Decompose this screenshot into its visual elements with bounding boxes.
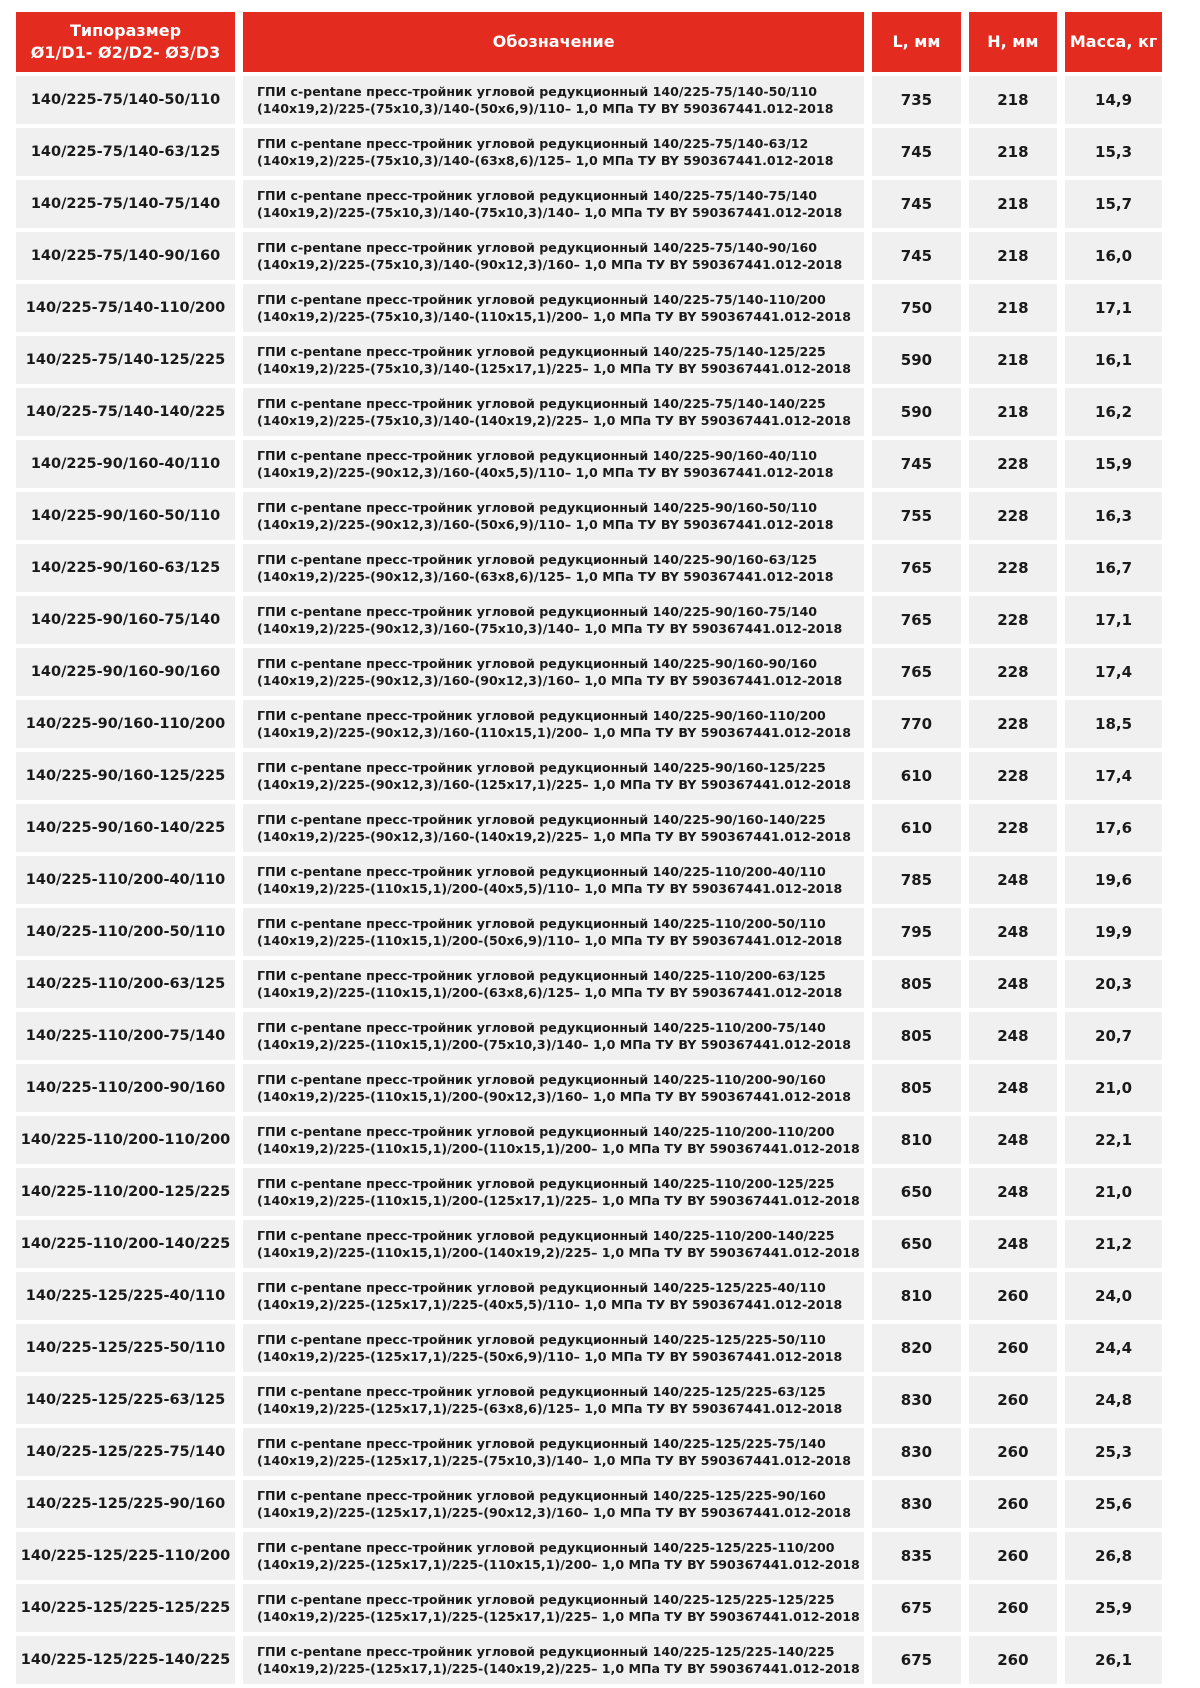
table-row — [16, 1636, 1162, 1684]
designation-line1: ГПИ c-pentane пресс-тройник угловой редукционный 140/225-75/140-110/200 — [257, 292, 826, 307]
cell-height: 248 — [969, 1116, 1057, 1164]
designation-line1: ГПИ c-pentane пресс-тройник угловой редукционный 140/225-90/160-90/160 — [257, 656, 818, 671]
cell-designation — [243, 1012, 864, 1060]
cell-size: 140/225-75/140-140/225 — [16, 388, 235, 436]
table-row — [16, 752, 1162, 800]
cell-size: 140/225-75/140-110/200 — [16, 284, 235, 332]
cell-designation — [243, 440, 864, 488]
cell-size: 140/225-110/200-50/110 — [16, 908, 235, 956]
cell-length: 765 — [872, 648, 960, 696]
table-row — [16, 128, 1162, 176]
table-row — [16, 1324, 1162, 1372]
cell-length: 610 — [872, 752, 960, 800]
cell-length: 745 — [872, 128, 960, 176]
cell-size: 140/225-75/140-90/160 — [16, 232, 235, 280]
cell-height: 228 — [969, 440, 1057, 488]
cell-mass: 26,1 — [1065, 1636, 1162, 1684]
cell-height: 260 — [969, 1324, 1057, 1372]
designation-line1: ГПИ c-pentane пресс-тройник угловой редукционный 140/225-125/225-125/225 — [257, 1592, 835, 1607]
designation-line2: (140х19,2)/225-(75х10,3)/140-(50х6,9)/110– 1,0 МПа ТУ BY 590367441.012-2018 — [257, 101, 834, 116]
cell-designation — [243, 1272, 864, 1320]
designation-line2: (140х19,2)/225-(125х17,1)/225-(75х10,3)/140– 1,0 МПа ТУ BY 590367441.012-2018 — [257, 1453, 851, 1468]
cell-height: 228 — [969, 752, 1057, 800]
cell-length: 750 — [872, 284, 960, 332]
cell-length: 675 — [872, 1584, 960, 1632]
cell-length: 830 — [872, 1376, 960, 1424]
cell-length: 755 — [872, 492, 960, 540]
designation-line2: (140х19,2)/225-(110х15,1)/200-(75х10,3)/140– 1,0 МПа ТУ BY 590367441.012-2018 — [257, 1037, 851, 1052]
designation-line2: (140х19,2)/225-(90х12,3)/160-(140х19,2)/225– 1,0 МПа ТУ BY 590367441.012-2018 — [257, 829, 851, 844]
cell-size: 140/225-110/200-110/200 — [16, 1116, 235, 1164]
cell-height: 260 — [969, 1428, 1057, 1476]
cell-size: 140/225-125/225-110/200 — [16, 1532, 235, 1580]
table-row — [16, 1584, 1162, 1632]
cell-length: 810 — [872, 1272, 960, 1320]
cell-length: 835 — [872, 1532, 960, 1580]
cell-designation — [243, 492, 864, 540]
cell-designation — [243, 1584, 864, 1632]
cell-designation — [243, 1532, 864, 1580]
designation-line2: (140х19,2)/225-(90х12,3)/160-(75х10,3)/140– 1,0 МПа ТУ BY 590367441.012-2018 — [257, 621, 843, 636]
designation-line2: (140х19,2)/225-(75х10,3)/140-(110х15,1)/200– 1,0 МПа ТУ BY 590367441.012-2018 — [257, 309, 851, 324]
cell-length: 675 — [872, 1636, 960, 1684]
table-row — [16, 1116, 1162, 1164]
designation-line1: ГПИ c-pentane пресс-тройник угловой редукционный 140/225-110/200-125/225 — [257, 1176, 835, 1191]
cell-height: 218 — [969, 284, 1057, 332]
cell-height: 228 — [969, 492, 1057, 540]
cell-mass: 17,4 — [1065, 752, 1162, 800]
cell-size: 140/225-125/225-140/225 — [16, 1636, 235, 1684]
cell-mass: 16,7 — [1065, 544, 1162, 592]
cell-mass: 16,2 — [1065, 388, 1162, 436]
table-row — [16, 960, 1162, 1008]
cell-designation — [243, 336, 864, 384]
cell-size: 140/225-90/160-125/225 — [16, 752, 235, 800]
cell-height: 218 — [969, 76, 1057, 124]
cell-size: 140/225-75/140-125/225 — [16, 336, 235, 384]
table-row — [16, 648, 1162, 696]
table-row — [16, 1376, 1162, 1424]
cell-height: 260 — [969, 1532, 1057, 1580]
cell-height: 260 — [969, 1584, 1057, 1632]
cell-size: 140/225-90/160-63/125 — [16, 544, 235, 592]
cell-length: 785 — [872, 856, 960, 904]
column-header-length: L, мм — [872, 12, 960, 72]
cell-height: 260 — [969, 1636, 1057, 1684]
table-row — [16, 388, 1162, 436]
spec-table-container — [16, 12, 1162, 1684]
cell-height: 248 — [969, 960, 1057, 1008]
cell-designation — [243, 76, 864, 124]
table-row — [16, 492, 1162, 540]
cell-height: 260 — [969, 1480, 1057, 1528]
table-row — [16, 1064, 1162, 1112]
cell-size: 140/225-90/160-140/225 — [16, 804, 235, 852]
designation-line2: (140х19,2)/225-(90х12,3)/160-(110х15,1)/200– 1,0 МПа ТУ BY 590367441.012-2018 — [257, 725, 851, 740]
cell-height: 228 — [969, 596, 1057, 644]
cell-mass: 19,6 — [1065, 856, 1162, 904]
column-header-height: H, мм — [969, 12, 1057, 72]
designation-line2: (140х19,2)/225-(125х17,1)/225-(140х19,2)/225– 1,0 МПа ТУ BY 590367441.012-2018 — [257, 1661, 860, 1676]
cell-size: 140/225-110/200-75/140 — [16, 1012, 235, 1060]
cell-length: 745 — [872, 180, 960, 228]
cell-size: 140/225-125/225-125/225 — [16, 1584, 235, 1632]
designation-line1: ГПИ c-pentane пресс-тройник угловой редукционный 140/225-110/200-90/160 — [257, 1072, 826, 1087]
table-row — [16, 700, 1162, 748]
designation-line1: ГПИ c-pentane пресс-тройник угловой редукционный 140/225-125/225-140/225 — [257, 1644, 835, 1659]
cell-length: 650 — [872, 1168, 960, 1216]
designation-line1: ГПИ c-pentane пресс-тройник угловой редукционный 140/225-110/200-110/200 — [257, 1124, 835, 1139]
designation-line2: (140х19,2)/225-(110х15,1)/200-(40х5,5)/110– 1,0 МПа ТУ BY 590367441.012-2018 — [257, 881, 843, 896]
designation-line2: (140х19,2)/225-(110х15,1)/200-(110х15,1)/200– 1,0 МПа ТУ BY 590367441.012-2018 — [257, 1141, 860, 1156]
designation-line1: ГПИ c-pentane пресс-тройник угловой редукционный 140/225-110/200-63/125 — [257, 968, 826, 983]
cell-designation — [243, 700, 864, 748]
cell-designation — [243, 908, 864, 956]
table-row — [16, 804, 1162, 852]
cell-mass: 16,0 — [1065, 232, 1162, 280]
designation-line2: (140х19,2)/225-(125х17,1)/225-(125х17,1)/225– 1,0 МПа ТУ BY 590367441.012-2018 — [257, 1609, 860, 1624]
cell-size: 140/225-110/200-63/125 — [16, 960, 235, 1008]
designation-line1: ГПИ c-pentane пресс-тройник угловой редукционный 140/225-125/225-75/140 — [257, 1436, 826, 1451]
cell-length: 830 — [872, 1428, 960, 1476]
cell-height: 218 — [969, 128, 1057, 176]
cell-mass: 21,2 — [1065, 1220, 1162, 1268]
cell-mass: 26,8 — [1065, 1532, 1162, 1580]
cell-height: 248 — [969, 1064, 1057, 1112]
cell-mass: 20,7 — [1065, 1012, 1162, 1060]
column-header-size — [16, 12, 235, 72]
cell-length: 590 — [872, 336, 960, 384]
cell-length: 745 — [872, 440, 960, 488]
cell-mass: 21,0 — [1065, 1168, 1162, 1216]
cell-length: 770 — [872, 700, 960, 748]
designation-line1: ГПИ c-pentane пресс-тройник угловой редукционный 140/225-110/200-40/110 — [257, 864, 826, 879]
cell-mass: 15,7 — [1065, 180, 1162, 228]
cell-height: 218 — [969, 336, 1057, 384]
cell-mass: 16,1 — [1065, 336, 1162, 384]
table-row — [16, 232, 1162, 280]
cell-length: 805 — [872, 1012, 960, 1060]
cell-mass: 25,6 — [1065, 1480, 1162, 1528]
table-row — [16, 1272, 1162, 1320]
cell-designation — [243, 752, 864, 800]
cell-size: 140/225-125/225-50/110 — [16, 1324, 235, 1372]
designation-line1: ГПИ c-pentane пресс-тройник угловой редукционный 140/225-110/200-50/110 — [257, 916, 826, 931]
designation-line2: (140х19,2)/225-(75х10,3)/140-(125х17,1)/225– 1,0 МПа ТУ BY 590367441.012-2018 — [257, 361, 851, 376]
cell-size: 140/225-90/160-40/110 — [16, 440, 235, 488]
designation-line1: ГПИ c-pentane пресс-тройник угловой редукционный 140/225-75/140-140/225 — [257, 396, 826, 411]
table-row — [16, 544, 1162, 592]
cell-length: 745 — [872, 232, 960, 280]
designation-line2: (140х19,2)/225-(90х12,3)/160-(125х17,1)/225– 1,0 МПа ТУ BY 590367441.012-2018 — [257, 777, 851, 792]
cell-size: 140/225-90/160-110/200 — [16, 700, 235, 748]
size-header-line1: Типоразмер — [69, 21, 182, 40]
cell-mass: 25,3 — [1065, 1428, 1162, 1476]
table-row — [16, 180, 1162, 228]
table-body — [16, 76, 1162, 1684]
designation-line2: (140х19,2)/225-(110х15,1)/200-(140х19,2)/225– 1,0 МПа ТУ BY 590367441.012-2018 — [257, 1245, 860, 1260]
designation-line1: ГПИ c-pentane пресс-тройник угловой редукционный 140/225-75/140-50/110 — [257, 84, 818, 99]
cell-designation — [243, 544, 864, 592]
designation-line2: (140х19,2)/225-(75х10,3)/140-(63х8,6)/125– 1,0 МПа ТУ BY 590367441.012-2018 — [257, 153, 834, 168]
designation-line1: ГПИ c-pentane пресс-тройник угловой редукционный 140/225-90/160-40/110 — [257, 448, 818, 463]
table-row — [16, 596, 1162, 644]
cell-height: 218 — [969, 180, 1057, 228]
cell-size: 140/225-90/160-90/160 — [16, 648, 235, 696]
cell-height: 248 — [969, 1168, 1057, 1216]
designation-line1: ГПИ c-pentane пресс-тройник угловой редукционный 140/225-90/160-140/225 — [257, 812, 826, 827]
designation-line1: ГПИ c-pentane пресс-тройник угловой редукционный 140/225-90/160-125/225 — [257, 760, 826, 775]
cell-height: 248 — [969, 1220, 1057, 1268]
designation-line2: (140х19,2)/225-(110х15,1)/200-(63х8,6)/125– 1,0 МПа ТУ BY 590367441.012-2018 — [257, 985, 843, 1000]
cell-size: 140/225-110/200-140/225 — [16, 1220, 235, 1268]
cell-length: 765 — [872, 596, 960, 644]
table-row — [16, 440, 1162, 488]
designation-line2: (140х19,2)/225-(90х12,3)/160-(90х12,3)/160– 1,0 МПа ТУ BY 590367441.012-2018 — [257, 673, 843, 688]
cell-length: 820 — [872, 1324, 960, 1372]
table-row — [16, 1012, 1162, 1060]
cell-mass: 17,1 — [1065, 284, 1162, 332]
cell-mass: 19,9 — [1065, 908, 1162, 956]
cell-designation — [243, 596, 864, 644]
designation-line2: (140х19,2)/225-(110х15,1)/200-(125х17,1)/225– 1,0 МПа ТУ BY 590367441.012-2018 — [257, 1193, 860, 1208]
cell-designation — [243, 1168, 864, 1216]
cell-height: 218 — [969, 388, 1057, 436]
designation-line1: ГПИ c-pentane пресс-тройник угловой редукционный 140/225-75/140-125/225 — [257, 344, 826, 359]
cell-mass: 15,9 — [1065, 440, 1162, 488]
cell-height: 260 — [969, 1376, 1057, 1424]
designation-line2: (140х19,2)/225-(75х10,3)/140-(90х12,3)/160– 1,0 МПа ТУ BY 590367441.012-2018 — [257, 257, 843, 272]
cell-size: 140/225-125/225-90/160 — [16, 1480, 235, 1528]
designation-line1: ГПИ c-pentane пресс-тройник угловой редукционный 140/225-90/160-63/125 — [257, 552, 818, 567]
cell-mass: 17,1 — [1065, 596, 1162, 644]
designation-line2: (140х19,2)/225-(90х12,3)/160-(63х8,6)/125– 1,0 МПа ТУ BY 590367441.012-2018 — [257, 569, 834, 584]
cell-mass: 25,9 — [1065, 1584, 1162, 1632]
cell-mass: 14,9 — [1065, 76, 1162, 124]
cell-mass: 15,3 — [1065, 128, 1162, 176]
cell-height: 260 — [969, 1272, 1057, 1320]
cell-mass: 22,1 — [1065, 1116, 1162, 1164]
table-row — [16, 1220, 1162, 1268]
cell-size: 140/225-125/225-40/110 — [16, 1272, 235, 1320]
cell-size: 140/225-125/225-75/140 — [16, 1428, 235, 1476]
cell-height: 228 — [969, 648, 1057, 696]
cell-length: 735 — [872, 76, 960, 124]
designation-line1: ГПИ c-pentane пресс-тройник угловой редукционный 140/225-125/225-110/200 — [257, 1540, 835, 1555]
designation-line2: (140х19,2)/225-(125х17,1)/225-(63х8,6)/125– 1,0 МПа ТУ BY 590367441.012-2018 — [257, 1401, 843, 1416]
cell-designation — [243, 128, 864, 176]
cell-size: 140/225-110/200-90/160 — [16, 1064, 235, 1112]
cell-length: 805 — [872, 960, 960, 1008]
cell-designation — [243, 180, 864, 228]
cell-size: 140/225-90/160-50/110 — [16, 492, 235, 540]
cell-size: 140/225-110/200-125/225 — [16, 1168, 235, 1216]
designation-line2: (140х19,2)/225-(90х12,3)/160-(50х6,9)/110– 1,0 МПа ТУ BY 590367441.012-2018 — [257, 517, 834, 532]
cell-mass: 18,5 — [1065, 700, 1162, 748]
table-header-row — [16, 12, 1162, 72]
cell-length: 610 — [872, 804, 960, 852]
designation-line1: ГПИ c-pentane пресс-тройник угловой редукционный 140/225-125/225-63/125 — [257, 1384, 826, 1399]
designation-line1: ГПИ c-pentane пресс-тройник угловой редукционный 140/225-125/225-90/160 — [257, 1488, 826, 1503]
cell-designation — [243, 648, 864, 696]
designation-line2: (140х19,2)/225-(75х10,3)/140-(75х10,3)/140– 1,0 МПа ТУ BY 590367441.012-2018 — [257, 205, 843, 220]
designation-line2: (140х19,2)/225-(75х10,3)/140-(140х19,2)/225– 1,0 МПа ТУ BY 590367441.012-2018 — [257, 413, 851, 428]
designation-line2: (140х19,2)/225-(125х17,1)/225-(40х5,5)/110– 1,0 МПа ТУ BY 590367441.012-2018 — [257, 1297, 843, 1312]
designation-line2: (140х19,2)/225-(125х17,1)/225-(50х6,9)/110– 1,0 МПа ТУ BY 590367441.012-2018 — [257, 1349, 843, 1364]
cell-length: 810 — [872, 1116, 960, 1164]
cell-length: 765 — [872, 544, 960, 592]
cell-designation — [243, 1116, 864, 1164]
cell-designation — [243, 1428, 864, 1476]
cell-designation — [243, 1480, 864, 1528]
cell-size: 140/225-75/140-63/125 — [16, 128, 235, 176]
size-header-line2: Ø1/D1- Ø2/D2- Ø3/D3 — [30, 43, 221, 62]
cell-mass: 21,0 — [1065, 1064, 1162, 1112]
table-row — [16, 856, 1162, 904]
designation-line2: (140х19,2)/225-(110х15,1)/200-(90х12,3)/160– 1,0 МПа ТУ BY 590367441.012-2018 — [257, 1089, 851, 1104]
cell-height: 248 — [969, 908, 1057, 956]
cell-mass: 24,0 — [1065, 1272, 1162, 1320]
cell-designation — [243, 960, 864, 1008]
cell-length: 650 — [872, 1220, 960, 1268]
cell-designation — [243, 804, 864, 852]
cell-designation — [243, 1220, 864, 1268]
cell-designation — [243, 856, 864, 904]
cell-mass: 20,3 — [1065, 960, 1162, 1008]
cell-length: 830 — [872, 1480, 960, 1528]
table-row — [16, 1428, 1162, 1476]
column-header-mass: Масса, кг — [1065, 12, 1162, 72]
cell-designation — [243, 1376, 864, 1424]
cell-height: 248 — [969, 1012, 1057, 1060]
designation-line2: (140х19,2)/225-(125х17,1)/225-(110х15,1)/200– 1,0 МПа ТУ BY 590367441.012-2018 — [257, 1557, 860, 1572]
designation-line1: ГПИ c-pentane пресс-тройник угловой редукционный 140/225-75/140-90/160 — [257, 240, 818, 255]
cell-height: 218 — [969, 232, 1057, 280]
cell-length: 795 — [872, 908, 960, 956]
cell-size: 140/225-75/140-75/140 — [16, 180, 235, 228]
table-row — [16, 336, 1162, 384]
cell-mass: 16,3 — [1065, 492, 1162, 540]
designation-line1: ГПИ c-pentane пресс-тройник угловой редукционный 140/225-125/225-40/110 — [257, 1280, 826, 1295]
designation-line2: (140х19,2)/225-(125х17,1)/225-(90х12,3)/160– 1,0 МПа ТУ BY 590367441.012-2018 — [257, 1505, 851, 1520]
table-row — [16, 1168, 1162, 1216]
cell-mass: 24,8 — [1065, 1376, 1162, 1424]
designation-line1: ГПИ c-pentane пресс-тройник угловой редукционный 140/225-110/200-140/225 — [257, 1228, 835, 1243]
spec-table — [8, 8, 1170, 1688]
cell-designation — [243, 1636, 864, 1684]
cell-height: 228 — [969, 700, 1057, 748]
cell-length: 805 — [872, 1064, 960, 1112]
table-row — [16, 76, 1162, 124]
designation-line1: ГПИ c-pentane пресс-тройник угловой редукционный 140/225-75/140-75/140 — [257, 188, 818, 203]
table-row — [16, 284, 1162, 332]
designation-line1: ГПИ c-pentane пресс-тройник угловой редукционный 140/225-90/160-50/110 — [257, 500, 818, 515]
designation-line2: (140х19,2)/225-(90х12,3)/160-(40х5,5)/110– 1,0 МПа ТУ BY 590367441.012-2018 — [257, 465, 834, 480]
cell-mass: 17,4 — [1065, 648, 1162, 696]
cell-designation — [243, 284, 864, 332]
cell-designation — [243, 1064, 864, 1112]
cell-designation — [243, 1324, 864, 1372]
cell-designation — [243, 232, 864, 280]
column-header-designation: Обозначение — [243, 12, 864, 72]
table-row — [16, 1480, 1162, 1528]
cell-mass: 24,4 — [1065, 1324, 1162, 1372]
cell-length: 590 — [872, 388, 960, 436]
table-row — [16, 1532, 1162, 1580]
cell-height: 228 — [969, 804, 1057, 852]
cell-designation — [243, 388, 864, 436]
cell-size: 140/225-110/200-40/110 — [16, 856, 235, 904]
cell-height: 228 — [969, 544, 1057, 592]
designation-line2: (140х19,2)/225-(110х15,1)/200-(50х6,9)/110– 1,0 МПа ТУ BY 590367441.012-2018 — [257, 933, 843, 948]
table-row — [16, 908, 1162, 956]
designation-line1: ГПИ c-pentane пресс-тройник угловой редукционный 140/225-125/225-50/110 — [257, 1332, 826, 1347]
cell-mass: 17,6 — [1065, 804, 1162, 852]
cell-size: 140/225-90/160-75/140 — [16, 596, 235, 644]
designation-line1: ГПИ c-pentane пресс-тройник угловой редукционный 140/225-90/160-75/140 — [257, 604, 818, 619]
cell-size: 140/225-125/225-63/125 — [16, 1376, 235, 1424]
designation-line1: ГПИ c-pentane пресс-тройник угловой редукционный 140/225-90/160-110/200 — [257, 708, 826, 723]
cell-height: 248 — [969, 856, 1057, 904]
cell-size: 140/225-75/140-50/110 — [16, 76, 235, 124]
designation-line1: ГПИ c-pentane пресс-тройник угловой редукционный 140/225-75/140-63/12 — [257, 136, 809, 151]
designation-line1: ГПИ c-pentane пресс-тройник угловой редукционный 140/225-110/200-75/140 — [257, 1020, 826, 1035]
